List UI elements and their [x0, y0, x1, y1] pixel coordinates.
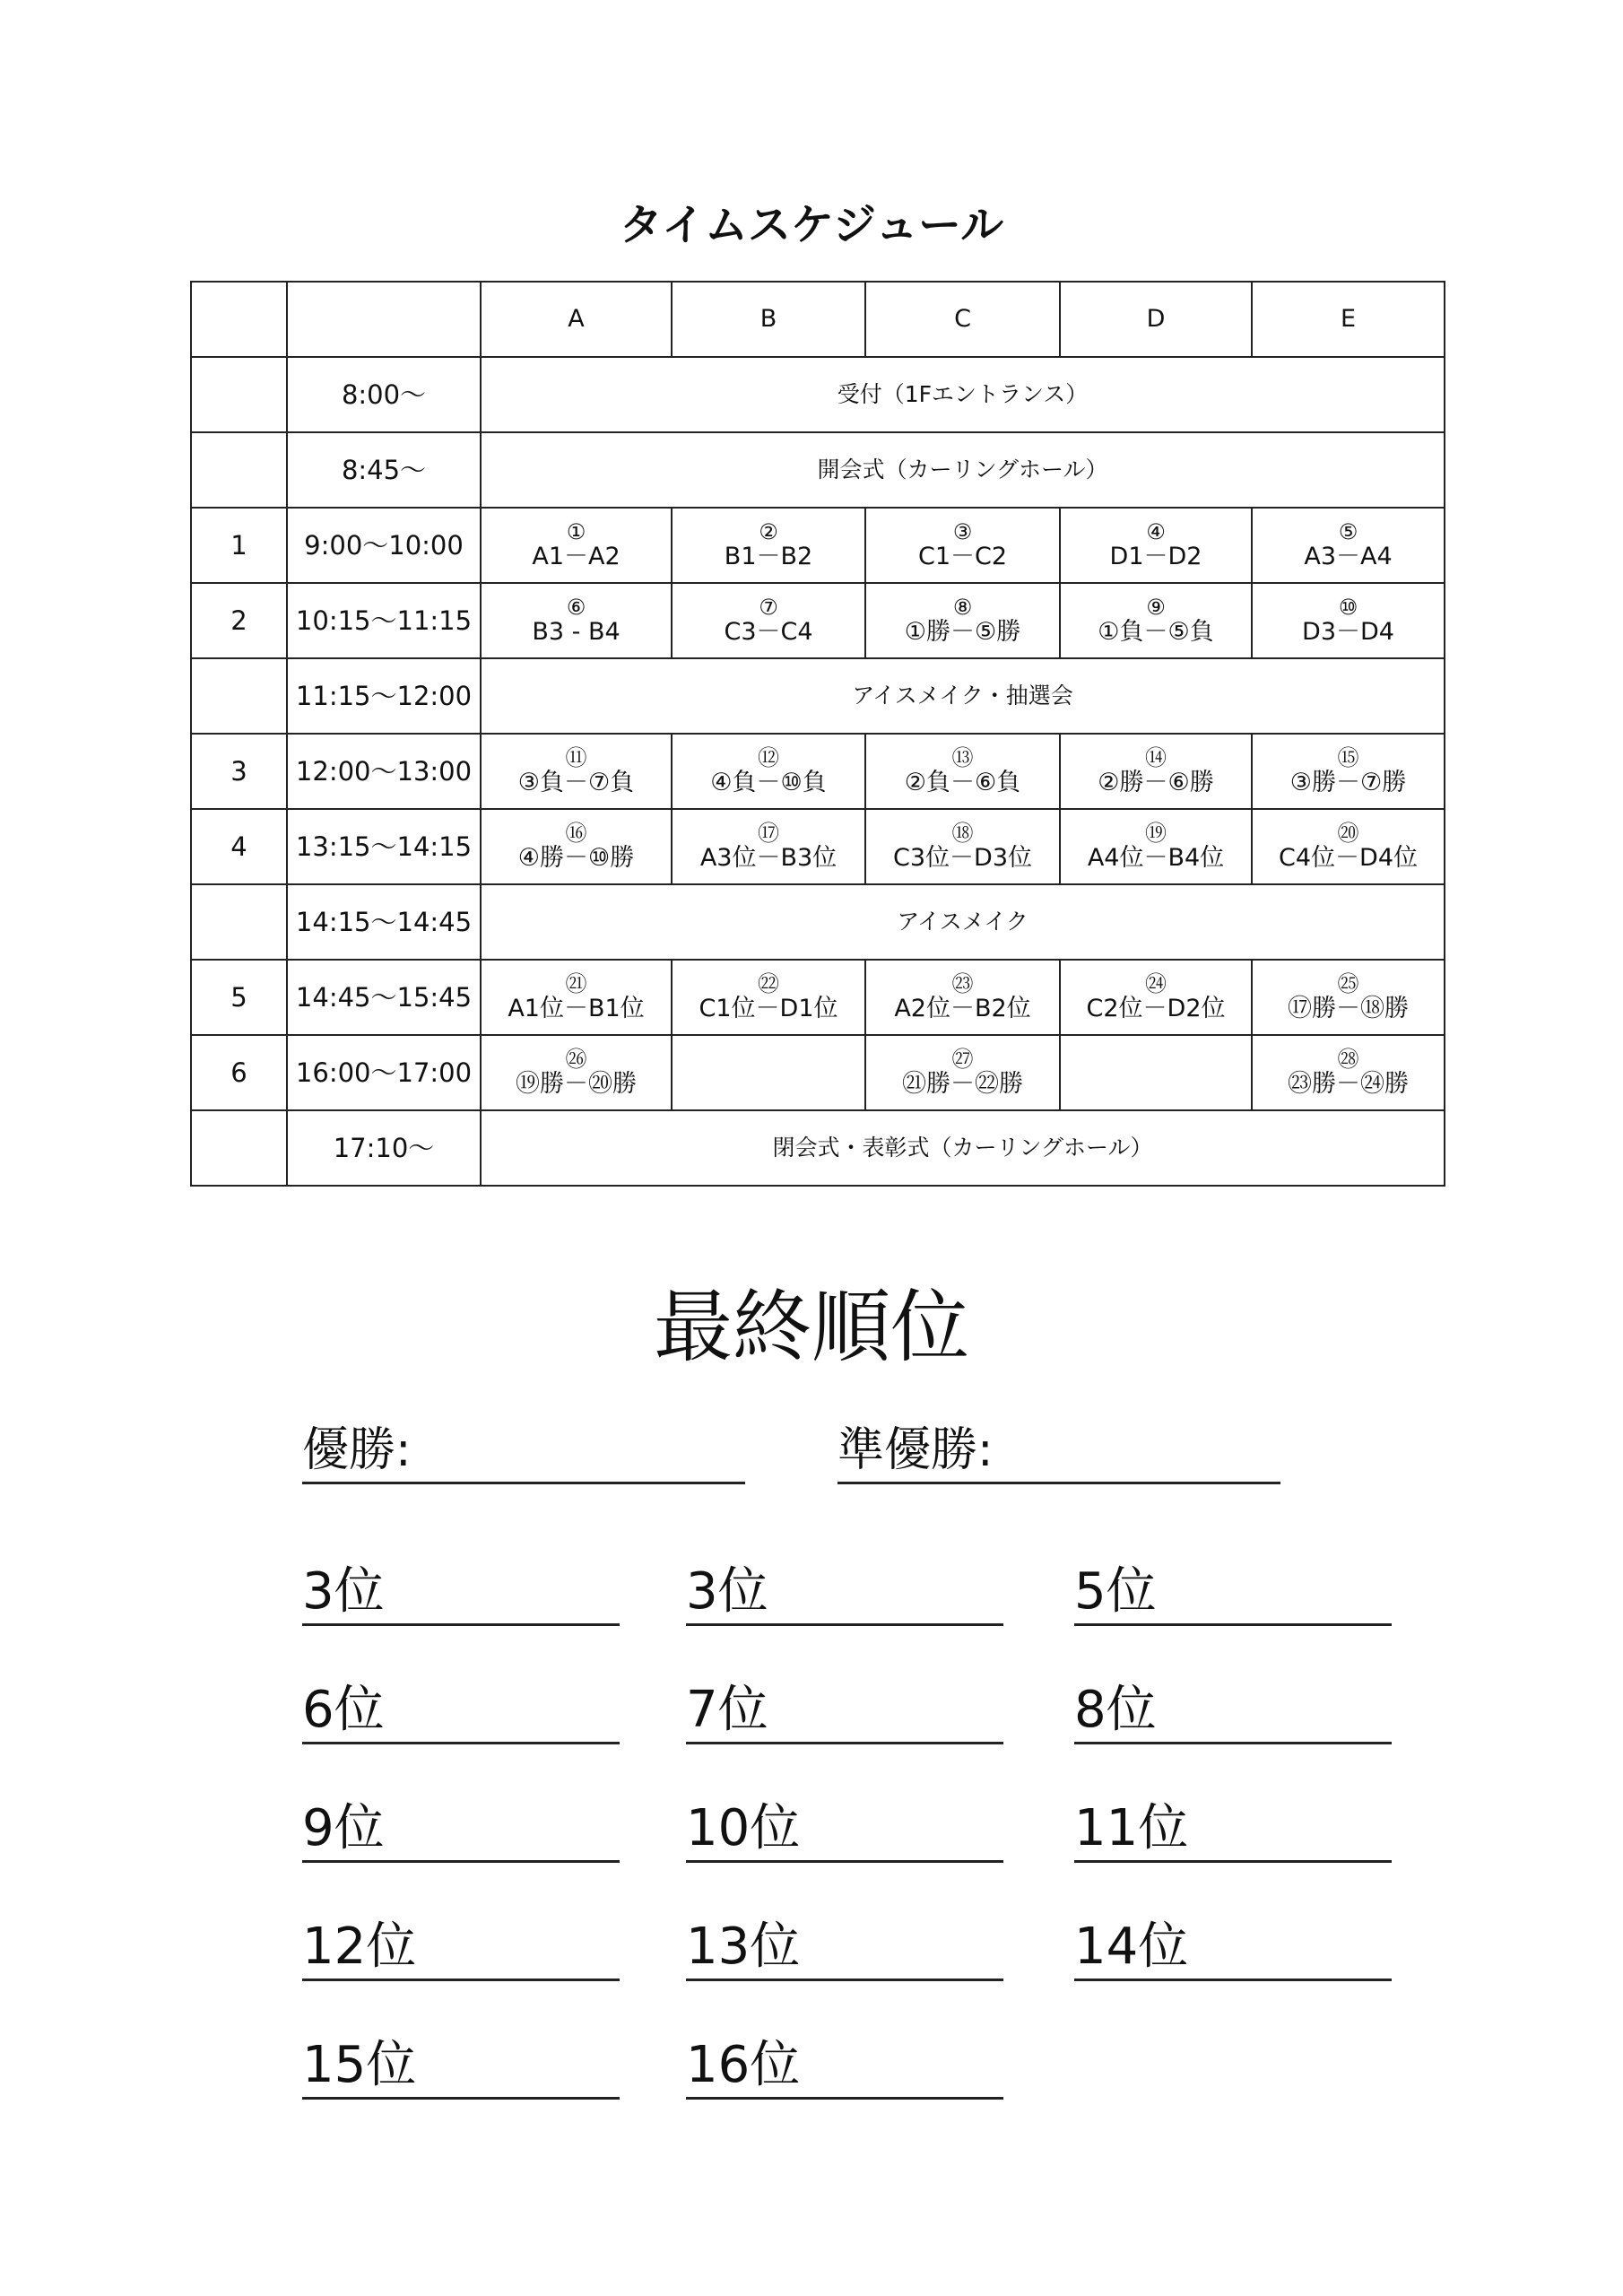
schedule-table — [190, 281, 1445, 1187]
rank-field: 13位 — [686, 1916, 1003, 1981]
game-matchup: ①負－⑤負 — [1098, 618, 1214, 646]
game-matchup: ⑰勝－⑱勝 — [1288, 995, 1409, 1022]
game-cell — [481, 809, 672, 884]
game-number: ㉘ — [1337, 1047, 1359, 1072]
game-cell — [1252, 960, 1445, 1035]
game-number: ⑬ — [951, 745, 974, 770]
game-cell — [1060, 1035, 1252, 1110]
game-cell — [481, 583, 672, 658]
game-cell — [672, 809, 865, 884]
time-slot: 9:00～10:00 — [287, 508, 481, 583]
rank-field: 14位 — [1074, 1916, 1392, 1981]
round-number — [191, 432, 287, 508]
column-header — [287, 282, 481, 357]
time-slot: 14:15～14:45 — [287, 884, 481, 960]
final-ranking-title: 最終順位 — [653, 1281, 969, 1373]
time-slot: 16:00～17:00 — [287, 1035, 481, 1110]
rank-field: 3位 — [302, 1561, 620, 1626]
game-cell — [865, 960, 1060, 1035]
game-number: ㉖ — [565, 1047, 587, 1072]
runner-up-field: 準優勝: — [838, 1419, 1280, 1484]
round-number — [191, 357, 287, 432]
game-cell — [865, 583, 1060, 658]
game-cell — [672, 508, 865, 583]
game-matchup: C2位－D2位 — [1086, 995, 1226, 1022]
game-cell — [865, 809, 1060, 884]
game-number: ⑰ — [758, 821, 779, 846]
game-matchup: ②勝－⑥勝 — [1098, 769, 1214, 796]
rank-field: 12位 — [302, 1916, 620, 1981]
game-number: ㉔ — [1145, 971, 1167, 996]
event-description: 開会式（カーリングホール） — [481, 432, 1445, 508]
table-header-row — [191, 282, 1445, 357]
rank-field: 6位 — [302, 1679, 620, 1744]
game-matchup: ③負－⑦負 — [517, 769, 635, 796]
rank-field: 5位 — [1074, 1561, 1392, 1626]
rank-field: 8位 — [1074, 1679, 1392, 1744]
rank-field: 15位 — [302, 2034, 620, 2100]
game-matchup: ④負－⑩負 — [710, 769, 827, 796]
column-header: D — [1060, 282, 1252, 357]
game-matchup: A2位－B2位 — [894, 995, 1031, 1022]
round-number: 5 — [191, 960, 287, 1035]
round-number — [191, 658, 287, 734]
winner-field: 優勝: — [302, 1419, 745, 1484]
column-header: B — [672, 282, 865, 357]
game-matchup: C1－C2 — [917, 543, 1008, 570]
game-matchup: ②負－⑥負 — [904, 769, 1021, 796]
game-matchup: ④勝－⑩勝 — [517, 844, 635, 872]
game-number: ⑥ — [566, 595, 586, 620]
game-cell — [672, 1035, 865, 1110]
game-matchup: ⑲勝－⑳勝 — [516, 1070, 637, 1098]
game-matchup: ㉑勝－㉒勝 — [902, 1070, 1023, 1098]
table-row — [191, 734, 1445, 809]
column-header: E — [1252, 282, 1445, 357]
game-number: ⑫ — [758, 745, 779, 770]
round-number: 1 — [191, 508, 287, 583]
table-row — [191, 658, 1445, 734]
table-row — [191, 357, 1445, 432]
time-slot: 17:10～ — [287, 1110, 481, 1186]
column-header — [191, 282, 287, 357]
game-matchup: A4位－B4位 — [1087, 844, 1225, 872]
game-matchup: B1－B2 — [724, 543, 813, 570]
game-number: ⑤ — [1338, 519, 1358, 544]
game-number: ㉗ — [951, 1047, 974, 1072]
round-number: 2 — [191, 583, 287, 658]
time-slot: 8:00～ — [287, 357, 481, 432]
game-cell — [1252, 809, 1445, 884]
game-cell — [1252, 1035, 1445, 1110]
game-number: ⑨ — [1146, 595, 1166, 620]
game-matchup: B3 - B4 — [532, 618, 621, 646]
event-description: 閉会式・表彰式（カーリングホール） — [481, 1110, 1445, 1186]
table-row — [191, 884, 1445, 960]
game-matchup: D1－D2 — [1109, 543, 1202, 570]
time-slot: 12:00～13:00 — [287, 734, 481, 809]
table-row — [191, 1110, 1445, 1186]
rank-field: 11位 — [1074, 1797, 1392, 1863]
game-cell — [1060, 734, 1252, 809]
round-number — [191, 884, 287, 960]
table-row — [191, 583, 1445, 658]
game-number: ⑧ — [952, 595, 973, 620]
game-matchup: A3－A4 — [1304, 543, 1393, 570]
game-cell — [1060, 960, 1252, 1035]
round-number: 4 — [191, 809, 287, 884]
game-cell — [672, 960, 865, 1035]
game-matchup: C4位－D4位 — [1279, 844, 1418, 872]
game-matchup: A3位－B3位 — [699, 844, 838, 872]
time-slot: 14:45～15:45 — [287, 960, 481, 1035]
game-matchup: C1位－D1位 — [699, 995, 838, 1022]
time-slot: 13:15～14:15 — [287, 809, 481, 884]
time-slot: 8:45～ — [287, 432, 481, 508]
rank-field: 10位 — [686, 1797, 1003, 1863]
game-number: ④ — [1146, 519, 1166, 544]
time-slot: 10:15～11:15 — [287, 583, 481, 658]
game-cell — [1252, 734, 1445, 809]
page-title: タイムスケジュール — [619, 200, 1004, 250]
game-number: ③ — [952, 519, 973, 544]
game-number: ⑯ — [565, 821, 587, 846]
rank-field: 7位 — [686, 1679, 1003, 1744]
game-number: ㉑ — [565, 971, 587, 996]
game-cell — [865, 1035, 1060, 1110]
table-row — [191, 809, 1445, 884]
column-header: C — [865, 282, 1060, 357]
table-row — [191, 432, 1445, 508]
round-number: 6 — [191, 1035, 287, 1110]
game-matchup: ㉓勝－㉔勝 — [1288, 1070, 1409, 1098]
time-slot: 11:15～12:00 — [287, 658, 481, 734]
game-number: ⑪ — [565, 745, 587, 770]
game-number: ⑩ — [1338, 595, 1358, 620]
game-matchup: D3－D4 — [1302, 618, 1394, 646]
rank-field: 16位 — [686, 2034, 1003, 2100]
game-cell — [865, 508, 1060, 583]
game-cell — [1060, 809, 1252, 884]
rank-field: 3位 — [686, 1561, 1003, 1626]
column-header: A — [481, 282, 672, 357]
game-cell — [481, 960, 672, 1035]
rank-field: 9位 — [302, 1797, 620, 1863]
game-number: ⑮ — [1337, 745, 1359, 770]
game-cell — [481, 1035, 672, 1110]
table-row — [191, 1035, 1445, 1110]
game-cell — [1060, 508, 1252, 583]
table-row — [191, 508, 1445, 583]
game-cell — [672, 734, 865, 809]
event-description: アイスメイク・抽選会 — [481, 658, 1445, 734]
game-number: ㉒ — [758, 971, 779, 996]
game-cell — [1252, 508, 1445, 583]
game-cell — [865, 734, 1060, 809]
table-row — [191, 960, 1445, 1035]
game-cell — [1060, 583, 1252, 658]
game-cell — [672, 583, 865, 658]
game-number: ⑲ — [1145, 821, 1167, 846]
event-description: 受付（1Fエントランス） — [481, 357, 1445, 432]
game-number: ⑦ — [759, 595, 778, 620]
game-number: ⑱ — [951, 821, 974, 846]
game-matchup: C3－C4 — [724, 618, 813, 646]
game-cell — [1252, 583, 1445, 658]
game-matchup: A1－A2 — [532, 543, 621, 570]
game-number: ㉕ — [1337, 971, 1359, 996]
game-number: ⑳ — [1337, 821, 1359, 846]
game-matchup: A1位－B1位 — [508, 995, 645, 1022]
round-number: 3 — [191, 734, 287, 809]
game-matchup: C3位－D3位 — [893, 844, 1032, 872]
game-cell — [481, 508, 672, 583]
game-number: ① — [566, 519, 586, 544]
game-cell — [481, 734, 672, 809]
event-description: アイスメイク — [481, 884, 1445, 960]
game-number: ⑭ — [1145, 745, 1167, 770]
game-number: ② — [759, 519, 778, 544]
round-number — [191, 1110, 287, 1186]
game-number: ㉓ — [951, 971, 974, 996]
game-matchup: ①勝－⑤勝 — [904, 618, 1021, 646]
game-matchup: ③勝－⑦勝 — [1289, 769, 1407, 796]
